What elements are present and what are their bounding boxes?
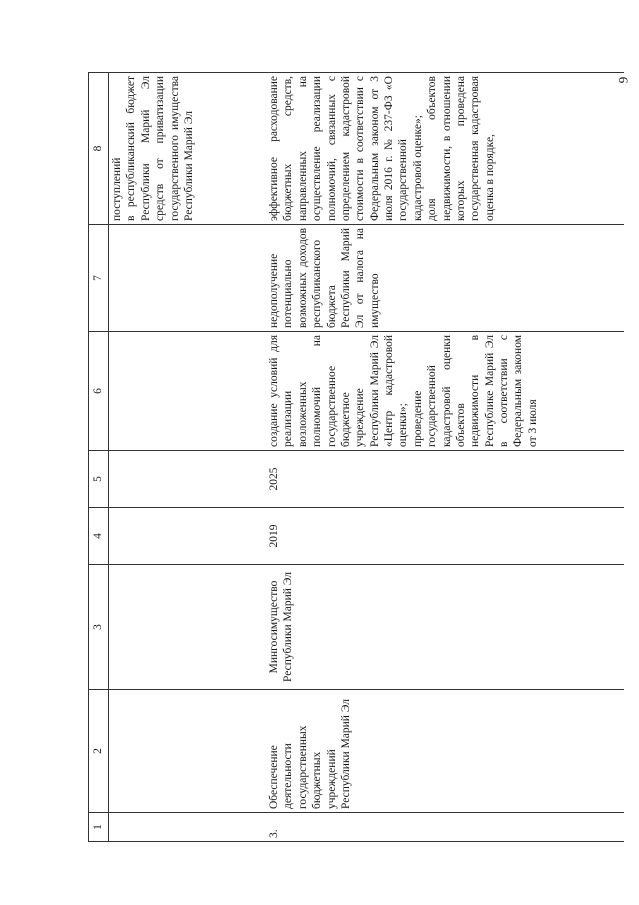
cont-cell-1 bbox=[109, 813, 267, 842]
header-col-4: 4 bbox=[89, 508, 109, 565]
page-number: 9 bbox=[615, 76, 631, 84]
header-col-3: 3 bbox=[89, 565, 109, 690]
cont-cell-7 bbox=[109, 225, 267, 332]
row3-indicators: эффективное расходование бюджетных средств, направленных на осуществление реализации полномочий, связанных с определением кадастровой стоимости в соответствии с Федеральным законом от 3 июля 2016 г. № 237-ФЗ «О государственной кадастровой оценке»; доля объектов недвижимости, в отношении которых проведена государственная кадастровая оценка в порядке, bbox=[266, 73, 624, 225]
cont-cell-5 bbox=[109, 451, 267, 508]
header-col-7: 7 bbox=[89, 225, 109, 332]
cont-cell-indicators: поступлений в республиканский бюджет Республики Марий Эл средств от приватизации государственного имущества Республики Марий Эл bbox=[109, 73, 267, 225]
row3-end-year: 2025 bbox=[266, 451, 624, 508]
header-col-6: 6 bbox=[89, 332, 109, 451]
column-number-row bbox=[89, 73, 109, 842]
row3-executor: Мингосимущество Республики Марий Эл bbox=[266, 565, 624, 690]
header-col-8: 8 bbox=[89, 73, 109, 225]
cont-cell-2 bbox=[109, 690, 267, 813]
header-col-2: 2 bbox=[89, 690, 109, 813]
row3-number: 3. bbox=[266, 813, 624, 842]
row3-consequences: недополучение потенциально возможных доходов республиканского бюджета Республики Марий Эл от налога на имущество bbox=[266, 225, 624, 332]
header-col-1: 1 bbox=[89, 813, 109, 842]
table-row-3 bbox=[266, 73, 624, 842]
table-row-continuation bbox=[109, 73, 267, 842]
header-col-5: 5 bbox=[89, 451, 109, 508]
cont-cell-6 bbox=[109, 332, 267, 451]
cont-cell-4 bbox=[109, 508, 267, 565]
program-table bbox=[88, 72, 624, 842]
row3-start-year: 2019 bbox=[266, 508, 624, 565]
rotated-table-container bbox=[88, 72, 624, 842]
row3-expected-result: создание условий для реализации возложенных полномочий на государственное бюджетное учреждение Республики Марий Эл «Центр кадастровой оценки»; проведение государственной кадастровой оценки объектов недвижимости в Республике Марий Эл в соответствии с Федеральным законом от 3 июля bbox=[266, 332, 624, 451]
cont-cell-3 bbox=[109, 565, 267, 690]
row3-event: Обеспечение деятельности государственных бюджетных учреждений Республики Марий Эл bbox=[266, 690, 624, 813]
